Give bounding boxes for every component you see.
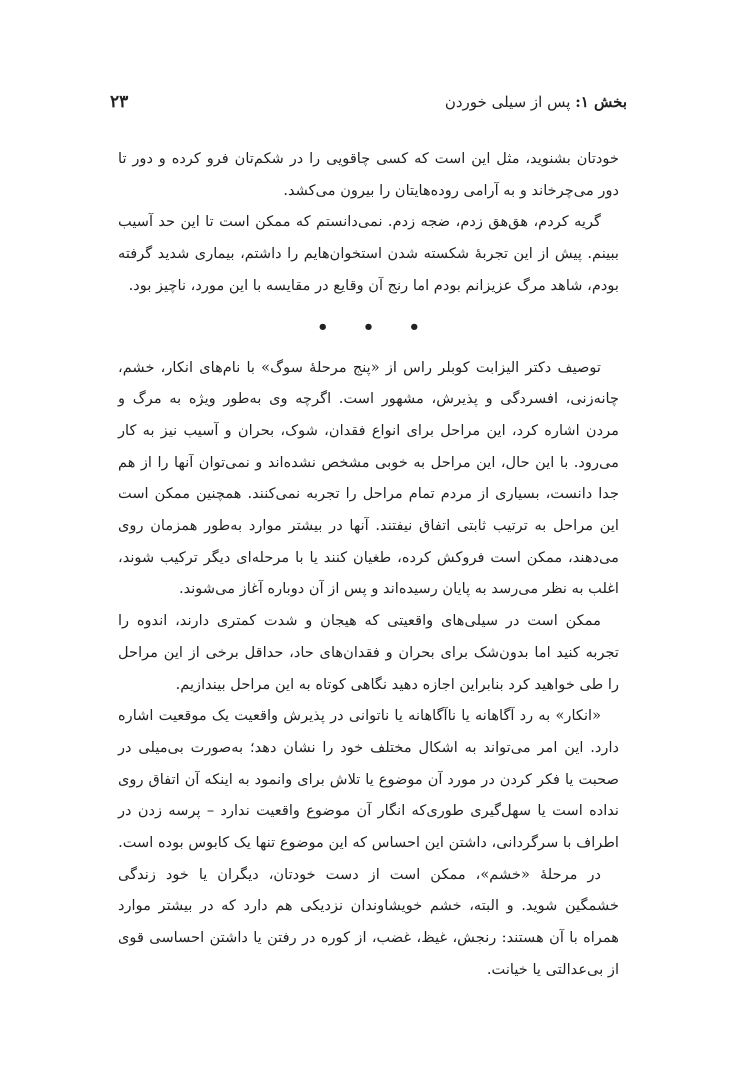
- paragraph: در مرحلهٔ «خشم»، ممکن است از دست خودتان، دیگران یا خود زندگی خشمگین شوید. و البته، خشم خویشاوندان نزدیکی هم دارد که در بیشتر موارد همراه با آن هستند: رنجش، غیظ، غضب، از کوره در رفتن یا داشتن احساسی قوی از بی‌عدالتی یا خیانت.: [118, 865, 619, 978]
- body-text: [118, 143, 619, 986]
- paragraph: توصیف دکتر الیزابت کوبلر راس از «پنج مرحلهٔ سوگ» با نام‌های انکار، خشم، چانه‌زنی، افسردگی و پذیرش، مشهور است. اگرچه وی به‌طور ویژه به مرگ و مردن اشاره کرد، این مراحل برای انواع فقدان، شوک، بحران و آسیب نیز به کار می‌رود. با این حال، این مراحل به خوبی مشخص نشده‌اند و نمی‌توان آنها را از هم جدا دانست، بسیاری از مردم تمام مراحل را تجربه نمی‌کنند. همچنین ممکن است این مراحل به ترتیب ثابتی اتفاق نیفتند. آنها در بیشتر موارد به‌طور همزمان روی می‌دهند، ممکن است فروکش کرده، طغیان کنند یا با مرحله‌ای دیگر ترکیب شوند، اغلب به نظر می‌رسد به پایان رسیده‌اند و پس از آن دوباره آغاز می‌شوند.: [118, 358, 619, 598]
- paragraph: گریه کردم، هق‌هق زدم، ضجه زدم. نمی‌دانستم که ممکن است تا این حد آسیب ببینم. پیش از این تجربهٔ شکسته شدن استخوان‌هایم را داشتم، بیماری شدید گرفته بودم، شاهد مرگ عزیزانم بودم اما رنج آن وقایع در مقایسه با این مورد، ناچیز بود.: [118, 213, 619, 294]
- chapter-title: پس از سیلی خوردن: [444, 93, 571, 111]
- chapter-heading: [445, 93, 627, 111]
- page-number: ۲۳: [110, 92, 129, 112]
- running-header: [110, 92, 627, 116]
- paragraph: خودتان بشنوید، مثل این است که کسی چاقویی را در شکم‌تان فرو کرده و دور تا دور می‌چرخاند و به آرامی روده‌هایتان را بیرون می‌کشد.: [118, 150, 619, 199]
- paragraph: ممکن است در سیلی‌های واقعیتی که هیجان و شدت کمتری دارند، اندوه را تجربه کنید اما بدون‌شک برای بحران و فقدان‌های حاد، حداقل برخی از این مراحل را طی خواهید کرد بنابراین اجازه دهید نگاهی کوتاه به این مراحل بیندازیم.: [118, 612, 619, 693]
- part-label: بخش ۱:: [575, 93, 627, 111]
- paragraph: «انکار» به رد آگاهانه یا ناآگاهانه یا ناتوانی در پذیرش واقعیت یک موقعیت اشاره دارد. این امر می‌تواند به اشکال مختلف خود را نشان دهد؛ به‌صورت بی‌میلی در صحبت یا فکر کردن در مورد آن موضوع یا تلاش برای وانمود به اینکه آن اتفاق روی نداده است یا سهل‌گیری طوری‌که انگار آن موضوع واقعیت ندارد – پرسه زدن در اطراف با سرگردانی، داشتن این احساس که این موضوع تنها یک کابوس بوده است.: [118, 707, 619, 852]
- section-separator: • • •: [316, 316, 435, 338]
